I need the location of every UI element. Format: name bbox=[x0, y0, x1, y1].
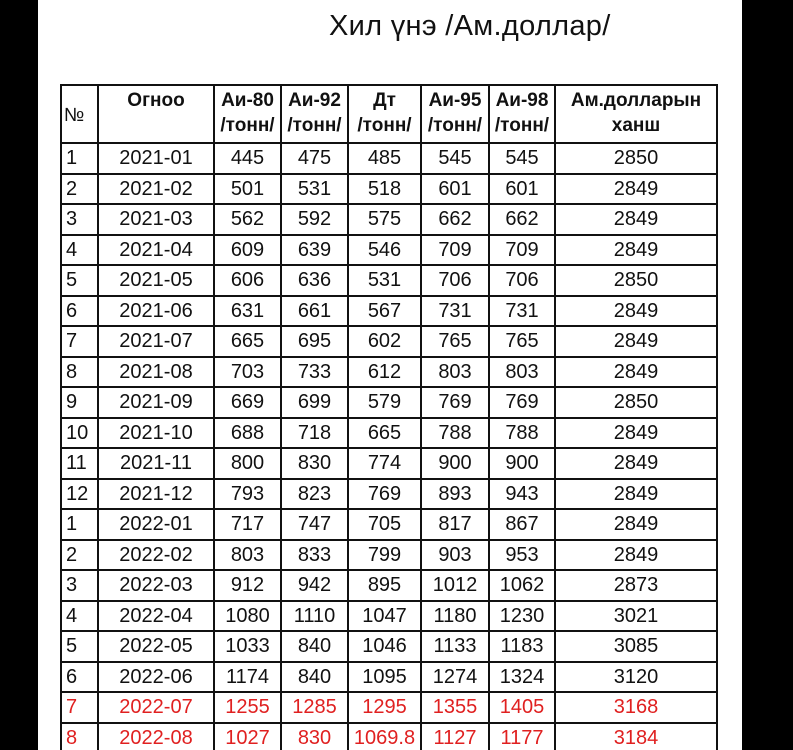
row-number-cell: 1 bbox=[61, 143, 98, 174]
row-number-cell: 2 bbox=[61, 174, 98, 205]
ai80-cell: 606 bbox=[214, 265, 281, 296]
ai95-cell: 893 bbox=[421, 479, 489, 510]
date-cell: 2022-07 bbox=[98, 692, 214, 723]
ai98-cell: 900 bbox=[489, 448, 555, 479]
ai95-cell: 817 bbox=[421, 509, 489, 540]
dt-cell: 531 bbox=[348, 265, 421, 296]
dt-cell: 1046 bbox=[348, 631, 421, 662]
ai92-cell: 830 bbox=[281, 448, 348, 479]
dt-cell: 518 bbox=[348, 174, 421, 205]
row-number-cell: 4 bbox=[61, 601, 98, 632]
table-row bbox=[61, 662, 717, 693]
row-number-cell: 8 bbox=[61, 357, 98, 388]
ai80-cell: 800 bbox=[214, 448, 281, 479]
header-number: № bbox=[61, 85, 98, 143]
dt-cell: 1295 bbox=[348, 692, 421, 723]
exchange-rate-cell: 2849 bbox=[555, 509, 717, 540]
ai95-cell: 1180 bbox=[421, 601, 489, 632]
ai98-cell: 788 bbox=[489, 418, 555, 449]
row-number-cell: 3 bbox=[61, 570, 98, 601]
ai92-cell: 830 bbox=[281, 723, 348, 750]
ai80-cell: 609 bbox=[214, 235, 281, 266]
date-cell: 2021-02 bbox=[98, 174, 214, 205]
ai98-cell: 545 bbox=[489, 143, 555, 174]
dt-cell: 546 bbox=[348, 235, 421, 266]
ai95-cell: 1133 bbox=[421, 631, 489, 662]
exchange-rate-cell: 2849 bbox=[555, 235, 717, 266]
table-row bbox=[61, 540, 717, 571]
header-ai92: Аи-92 /тонн/ bbox=[281, 85, 348, 143]
header-dt: Дт /тонн/ bbox=[348, 85, 421, 143]
exchange-rate-cell: 2849 bbox=[555, 448, 717, 479]
ai98-cell: 803 bbox=[489, 357, 555, 388]
row-number-cell: 6 bbox=[61, 296, 98, 327]
ai95-cell: 731 bbox=[421, 296, 489, 327]
document-page bbox=[38, 0, 742, 750]
row-number-cell: 10 bbox=[61, 418, 98, 449]
exchange-rate-cell: 2849 bbox=[555, 174, 717, 205]
date-cell: 2021-07 bbox=[98, 326, 214, 357]
ai92-cell: 942 bbox=[281, 570, 348, 601]
ai92-cell: 823 bbox=[281, 479, 348, 510]
ai98-cell: 706 bbox=[489, 265, 555, 296]
ai95-cell: 545 bbox=[421, 143, 489, 174]
ai92-cell: 639 bbox=[281, 235, 348, 266]
ai80-cell: 688 bbox=[214, 418, 281, 449]
row-number-cell: 5 bbox=[61, 631, 98, 662]
ai92-cell: 699 bbox=[281, 387, 348, 418]
ai80-cell: 665 bbox=[214, 326, 281, 357]
ai98-cell: 731 bbox=[489, 296, 555, 327]
ai80-cell: 501 bbox=[214, 174, 281, 205]
price-table bbox=[60, 84, 718, 750]
table-row bbox=[61, 174, 717, 205]
ai95-cell: 903 bbox=[421, 540, 489, 571]
date-cell: 2021-05 bbox=[98, 265, 214, 296]
ai80-cell: 1255 bbox=[214, 692, 281, 723]
ai95-cell: 769 bbox=[421, 387, 489, 418]
ai80-cell: 1027 bbox=[214, 723, 281, 750]
exchange-rate-cell: 2849 bbox=[555, 357, 717, 388]
ai95-cell: 662 bbox=[421, 204, 489, 235]
dt-cell: 1047 bbox=[348, 601, 421, 632]
exchange-rate-cell: 2849 bbox=[555, 204, 717, 235]
exchange-rate-cell: 3184 bbox=[555, 723, 717, 750]
ai92-cell: 840 bbox=[281, 631, 348, 662]
date-cell: 2021-08 bbox=[98, 357, 214, 388]
dt-cell: 575 bbox=[348, 204, 421, 235]
dt-cell: 895 bbox=[348, 570, 421, 601]
date-cell: 2021-06 bbox=[98, 296, 214, 327]
ai92-cell: 661 bbox=[281, 296, 348, 327]
ai98-cell: 1183 bbox=[489, 631, 555, 662]
row-number-cell: 7 bbox=[61, 692, 98, 723]
ai95-cell: 1012 bbox=[421, 570, 489, 601]
ai98-cell: 1230 bbox=[489, 601, 555, 632]
row-number-cell: 12 bbox=[61, 479, 98, 510]
table-row bbox=[61, 509, 717, 540]
table-row bbox=[61, 723, 717, 750]
ai95-cell: 709 bbox=[421, 235, 489, 266]
exchange-rate-cell: 2850 bbox=[555, 143, 717, 174]
date-cell: 2022-08 bbox=[98, 723, 214, 750]
ai80-cell: 1174 bbox=[214, 662, 281, 693]
ai80-cell: 1033 bbox=[214, 631, 281, 662]
ai80-cell: 669 bbox=[214, 387, 281, 418]
ai95-cell: 1355 bbox=[421, 692, 489, 723]
header-ai98: Аи-98 /тонн/ bbox=[489, 85, 555, 143]
page-title: Хил үнэ /Ам.доллар/ bbox=[329, 10, 611, 42]
table-row bbox=[61, 631, 717, 662]
ai92-cell: 1285 bbox=[281, 692, 348, 723]
dt-cell: 485 bbox=[348, 143, 421, 174]
date-cell: 2021-12 bbox=[98, 479, 214, 510]
ai98-cell: 662 bbox=[489, 204, 555, 235]
ai98-cell: 953 bbox=[489, 540, 555, 571]
ai95-cell: 1274 bbox=[421, 662, 489, 693]
row-number-cell: 1 bbox=[61, 509, 98, 540]
date-cell: 2021-09 bbox=[98, 387, 214, 418]
row-number-cell: 4 bbox=[61, 235, 98, 266]
table-row bbox=[61, 387, 717, 418]
row-number-cell: 9 bbox=[61, 387, 98, 418]
ai92-cell: 747 bbox=[281, 509, 348, 540]
ai98-cell: 769 bbox=[489, 387, 555, 418]
table-row bbox=[61, 448, 717, 479]
table-row bbox=[61, 265, 717, 296]
row-number-cell: 8 bbox=[61, 723, 98, 750]
exchange-rate-cell: 2849 bbox=[555, 296, 717, 327]
ai98-cell: 601 bbox=[489, 174, 555, 205]
ai80-cell: 703 bbox=[214, 357, 281, 388]
table-row bbox=[61, 692, 717, 723]
ai80-cell: 445 bbox=[214, 143, 281, 174]
exchange-rate-cell: 3168 bbox=[555, 692, 717, 723]
date-cell: 2021-03 bbox=[98, 204, 214, 235]
date-cell: 2021-04 bbox=[98, 235, 214, 266]
ai95-cell: 601 bbox=[421, 174, 489, 205]
ai98-cell: 1405 bbox=[489, 692, 555, 723]
ai95-cell: 1127 bbox=[421, 723, 489, 750]
ai95-cell: 788 bbox=[421, 418, 489, 449]
ai95-cell: 900 bbox=[421, 448, 489, 479]
dt-cell: 567 bbox=[348, 296, 421, 327]
ai92-cell: 833 bbox=[281, 540, 348, 571]
ai80-cell: 631 bbox=[214, 296, 281, 327]
header-ai80: Аи-80 /тонн/ bbox=[214, 85, 281, 143]
ai92-cell: 840 bbox=[281, 662, 348, 693]
exchange-rate-cell: 2849 bbox=[555, 540, 717, 571]
ai92-cell: 636 bbox=[281, 265, 348, 296]
dt-cell: 665 bbox=[348, 418, 421, 449]
ai98-cell: 709 bbox=[489, 235, 555, 266]
exchange-rate-cell: 2849 bbox=[555, 326, 717, 357]
exchange-rate-cell: 2849 bbox=[555, 479, 717, 510]
row-number-cell: 2 bbox=[61, 540, 98, 571]
table-row bbox=[61, 235, 717, 266]
exchange-rate-cell: 2850 bbox=[555, 265, 717, 296]
date-cell: 2022-04 bbox=[98, 601, 214, 632]
row-number-cell: 11 bbox=[61, 448, 98, 479]
exchange-rate-cell: 2849 bbox=[555, 418, 717, 449]
exchange-rate-cell: 3021 bbox=[555, 601, 717, 632]
table-row bbox=[61, 570, 717, 601]
exchange-rate-cell: 2850 bbox=[555, 387, 717, 418]
ai80-cell: 1080 bbox=[214, 601, 281, 632]
row-number-cell: 6 bbox=[61, 662, 98, 693]
ai95-cell: 706 bbox=[421, 265, 489, 296]
dt-cell: 705 bbox=[348, 509, 421, 540]
ai92-cell: 475 bbox=[281, 143, 348, 174]
ai95-cell: 803 bbox=[421, 357, 489, 388]
table-row bbox=[61, 204, 717, 235]
ai92-cell: 592 bbox=[281, 204, 348, 235]
table-row bbox=[61, 479, 717, 510]
row-number-cell: 5 bbox=[61, 265, 98, 296]
table-row bbox=[61, 601, 717, 632]
table-header-row bbox=[61, 85, 717, 143]
ai98-cell: 943 bbox=[489, 479, 555, 510]
dt-cell: 579 bbox=[348, 387, 421, 418]
date-cell: 2022-01 bbox=[98, 509, 214, 540]
row-number-cell: 7 bbox=[61, 326, 98, 357]
ai92-cell: 531 bbox=[281, 174, 348, 205]
table-row bbox=[61, 357, 717, 388]
ai80-cell: 717 bbox=[214, 509, 281, 540]
date-cell: 2022-03 bbox=[98, 570, 214, 601]
ai95-cell: 765 bbox=[421, 326, 489, 357]
ai80-cell: 562 bbox=[214, 204, 281, 235]
dt-cell: 1069.8 bbox=[348, 723, 421, 750]
ai80-cell: 912 bbox=[214, 570, 281, 601]
ai92-cell: 695 bbox=[281, 326, 348, 357]
date-cell: 2021-01 bbox=[98, 143, 214, 174]
exchange-rate-cell: 3120 bbox=[555, 662, 717, 693]
row-number-cell: 3 bbox=[61, 204, 98, 235]
ai98-cell: 867 bbox=[489, 509, 555, 540]
table-row bbox=[61, 326, 717, 357]
dt-cell: 1095 bbox=[348, 662, 421, 693]
ai92-cell: 733 bbox=[281, 357, 348, 388]
header-date: Огноо bbox=[98, 85, 214, 143]
table-body bbox=[61, 143, 717, 750]
date-cell: 2022-06 bbox=[98, 662, 214, 693]
date-cell: 2022-02 bbox=[98, 540, 214, 571]
dt-cell: 612 bbox=[348, 357, 421, 388]
header-ai95: Аи-95 /тонн/ bbox=[421, 85, 489, 143]
dt-cell: 602 bbox=[348, 326, 421, 357]
exchange-rate-cell: 2873 bbox=[555, 570, 717, 601]
ai98-cell: 1062 bbox=[489, 570, 555, 601]
table-row bbox=[61, 296, 717, 327]
dt-cell: 799 bbox=[348, 540, 421, 571]
date-cell: 2021-11 bbox=[98, 448, 214, 479]
ai98-cell: 1177 bbox=[489, 723, 555, 750]
exchange-rate-cell: 3085 bbox=[555, 631, 717, 662]
ai98-cell: 1324 bbox=[489, 662, 555, 693]
dt-cell: 769 bbox=[348, 479, 421, 510]
dt-cell: 774 bbox=[348, 448, 421, 479]
date-cell: 2021-10 bbox=[98, 418, 214, 449]
ai92-cell: 718 bbox=[281, 418, 348, 449]
table-row bbox=[61, 143, 717, 174]
header-exchange-rate: Ам.долларын ханш bbox=[555, 85, 717, 143]
ai80-cell: 793 bbox=[214, 479, 281, 510]
table-row bbox=[61, 418, 717, 449]
ai98-cell: 765 bbox=[489, 326, 555, 357]
ai80-cell: 803 bbox=[214, 540, 281, 571]
date-cell: 2022-05 bbox=[98, 631, 214, 662]
ai92-cell: 1110 bbox=[281, 601, 348, 632]
